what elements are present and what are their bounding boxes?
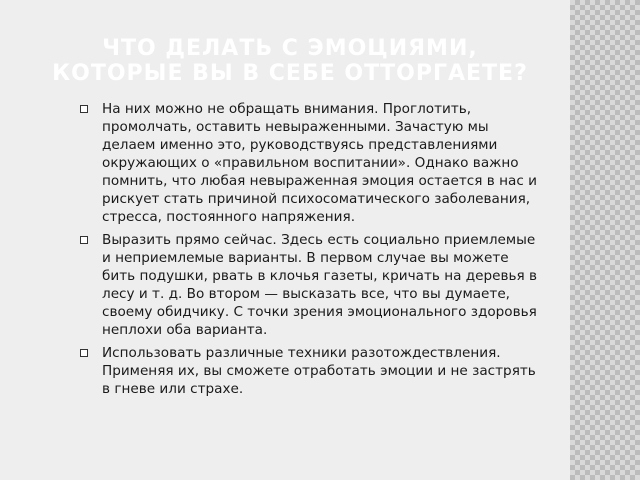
bullet-text: Использовать различные техники разотождествления. Применяя их, вы сможете отработать эмоции и не застрять в гневе или страхе. [102,345,536,397]
bullet-text: Выразить прямо сейчас. Здесь есть социально приемлемые и неприемлемые варианты. В первом случае вы можете бить подушки, рвать в клочья газеты, кричать на деревья в лесу и т. д. Во втором — высказать все, что вы думаете, своему обидчику. С точки зрения эмоционального здоровья неплохи оба варианта. [102,232,538,338]
bullet-item [78,231,540,339]
bullet-text: На них можно не обращать внимания. Проглотить, промолчать, оставить невыраженными. Зачастую мы делаем именно это, руководствуясь представлениями окружающих о «правильном воспитании». Однако важно помнить, что любая невыраженная эмоция остается в нас и рискует стать причиной психосоматического заболевания, стресса, постоянного напряжения. [102,101,537,225]
bullet-list [78,100,540,403]
bullet-item [78,344,540,398]
square-bullet-icon [80,349,88,357]
square-bullet-icon [80,105,88,113]
square-bullet-icon [80,236,88,244]
slide-title: ЧТО ДЕЛАТЬ С ЭМОЦИЯМИ, КОТОРЫЕ ВЫ В СЕБЕ ОТТОРГАЕТЕ? [52,36,528,86]
bullet-item [78,100,540,226]
decorative-pattern-band [570,0,640,480]
